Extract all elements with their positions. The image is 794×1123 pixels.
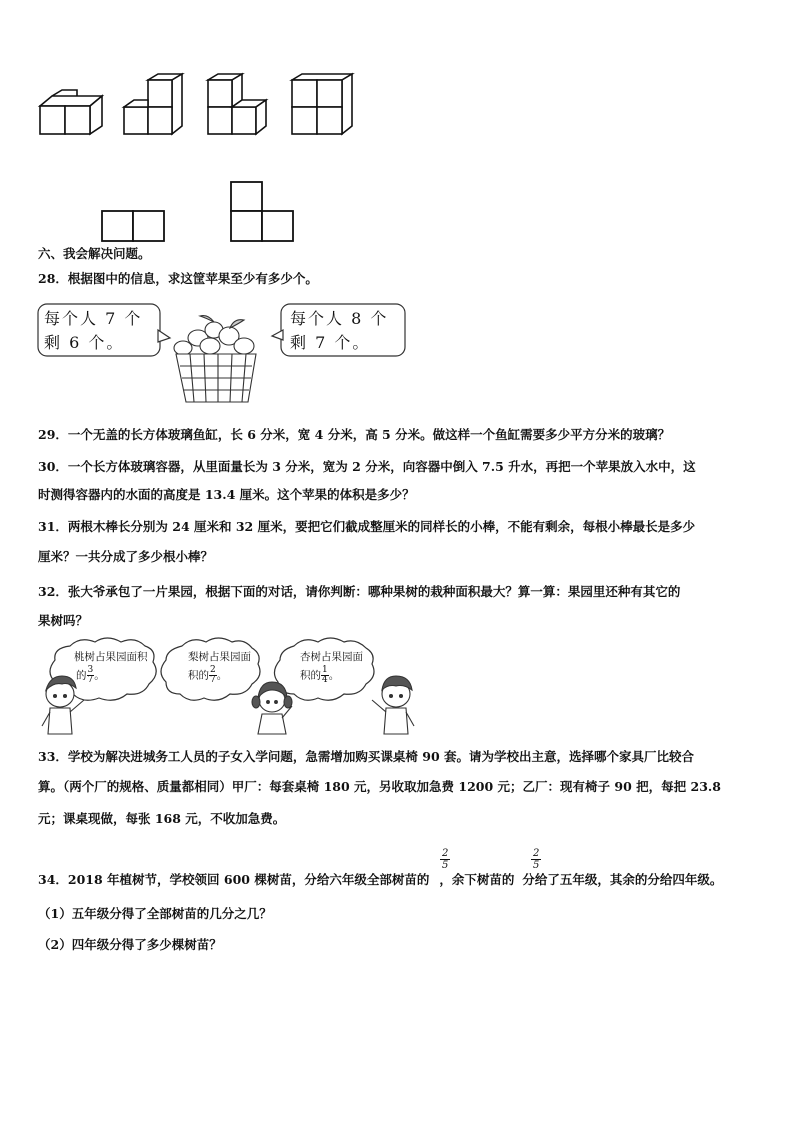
question-31-line1: 31．两根木棒长分别为 24 厘米和 32 厘米，要把它们截成整厘米的同样长的小棒，不能有剩余，每根小棒最长是多少 [38, 519, 696, 534]
left-bubble-line1: 每个人 7 个 [44, 309, 143, 328]
question-30-line1: 30．一个长方体玻璃容器，从里面量长为 3 分米，宽为 2 分米，向容器中倒入 7.5 升水，再把一个苹果放入水中，这 [38, 459, 696, 474]
right-bubble-line2: 剩 7 个。 [290, 333, 371, 352]
question-29: 29．一个无盖的长方体玻璃鱼缸，长 6 分米，宽 4 分米，高 5 分米。做这样一个鱼缸需要多少平方分米的玻璃？ [38, 427, 671, 442]
cube-figure-4 [292, 74, 352, 134]
left-bubble-line2: 剩 6 个。 [44, 333, 125, 352]
question-33-line3: 元；课桌现做，每张 168 元，不收加急费。 [38, 811, 286, 826]
question-30-line2: 时测得容器内的水面的高度是 13.4 厘米。这个苹果的体积是多少？ [38, 487, 415, 502]
cloud2-line1: 梨树占果园面 [188, 651, 251, 663]
cloud1-line1: 桃树占果园面积 [74, 651, 148, 663]
fraction-2-5-first: $\frac{2}{5}$ [442, 848, 449, 871]
cube-figures [0, 0, 794, 250]
cloud1-line2: 的 $\frac{3}{7}$ 。 [76, 665, 105, 685]
cloud3-line1: 杏树占果园面 [300, 651, 363, 663]
cube-figure-3 [208, 74, 266, 134]
question-33-line2: 算。（两个厂的规格、质量都相同）甲厂：每套桌椅 180 元，另收取加急费 1200 元；乙厂：现有椅子 90 把，每把 23.8 [38, 779, 721, 794]
cloud3-line2: 积的 $\frac{1}{4}$ 。 [300, 665, 340, 685]
question-34: 34．2018 年植树节，学校领回 600 棵树苗，分给六年级全部树苗的 ，余下树苗的 分给了五年级，其余的分给四年级。 [38, 872, 723, 887]
question-33-line1: 33．学校为解决进城务工人员的子女入学问题，急需增加购买课桌椅 90 套。请为学校出主意，选择哪个家具厂比较合 [38, 749, 694, 764]
cloud2-line2: 积的 $\frac{2}{7}$ 。 [188, 665, 228, 685]
basket-icon [174, 316, 256, 402]
right-bubble-line1: 每个人 8 个 [290, 309, 389, 328]
question-31-line2: 厘米？一共分成了多少根小棒？ [38, 549, 214, 564]
question-32-line1: 32．张大爷承包了一片果园，根据下面的对话，请你判断：哪种果树的栽种面积最大？算一算：果园里还种有其它的 [38, 584, 681, 599]
question-34-sub1: （1）五年级分得了全部树苗的几分之几？ [38, 906, 272, 921]
boy-icon-right [372, 676, 414, 734]
question-34-sub2: （2）四年级分得了多少棵树苗？ [38, 937, 222, 952]
cube-figure-1 [40, 90, 102, 134]
question-32-line2: 果树吗？ [38, 613, 89, 628]
view-shape-1 [102, 211, 164, 241]
view-shape-2 [231, 182, 293, 241]
question-28: 28．根据图中的信息，求这筐苹果至少有多少个。 [38, 271, 318, 286]
cube-figure-2 [124, 74, 182, 134]
section-title: 六、我会解决问题。 [38, 246, 151, 261]
fraction-2-5-second: $\frac{2}{5}$ [533, 848, 540, 871]
